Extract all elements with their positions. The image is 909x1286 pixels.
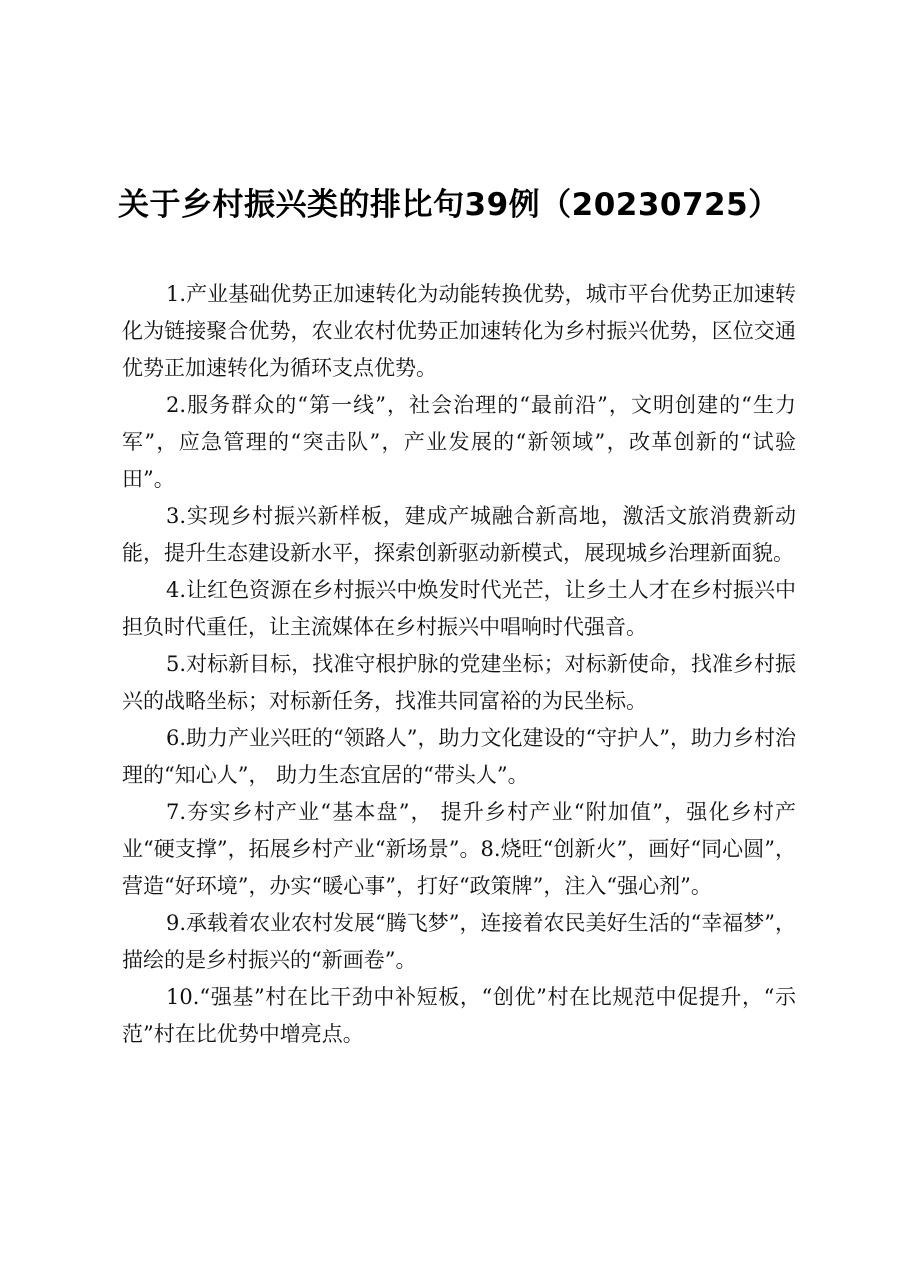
- paragraph-7: 7.夯实乡村产业“基本盘”， 提升乡村产业“附加值”，强化乡村产业“硬支撑”，拓展乡村产业“新场景”。8.烧旺“创新火”，画好“同心圆”，营造“好环境”，办实“暖心事”，打好“政策牌”，注入“强心剂”。: [122, 800, 796, 898]
- paragraph-6: 6.助力产业兴旺的“领路人”，助力文化建设的“守护人”，助力乡村治理的“知心人”， 助力生态宜居的“带头人”。: [122, 726, 796, 787]
- paragraph-5: 5.对标新目标，找准守根护脉的党建坐标；对标新使命，找准乡村振兴的战略坐标；对标新任务，找准共同富裕的为民坐标。: [122, 652, 796, 713]
- paragraph-2: 2.服务群众的“第一线”，社会治理的“最前沿”，文明创建的“生力军”，应急管理的“突击队”，产业发展的“新领域”，改革创新的“试验田”。: [122, 393, 796, 491]
- document-title: 关于乡村振兴类的排比句39例（20230725）: [118, 187, 780, 223]
- paragraph-4: 4.让红色资源在乡村振兴中焕发时代光芒，让乡土人才在乡村振兴中担负时代重任，让主流媒体在乡村振兴中唱响时代强音。: [122, 578, 796, 639]
- document-body: [122, 276, 796, 1053]
- paragraph-3: 3.实现乡村振兴新样板，建成产城融合新高地，激活文旅消费新动能，提升生态建设新水平，探索创新驱动新模式，展现城乡治理新面貌。: [122, 504, 796, 565]
- paragraph-10: 10.“强基”村在比干劲中补短板，“创优”村在比规范中促提升，“示范”村在比优势中增亮点。: [122, 985, 796, 1046]
- paragraph-1: 1.产业基础优势正加速转化为动能转换优势，城市平台优势正加速转化为链接聚合优势，农业农村优势正加速转化为乡村振兴优势，区位交通优势正加速转化为循环支点优势。: [122, 282, 796, 380]
- paragraph-9: 9.承载着农业农村发展“腾飞梦”，连接着农民美好生活的“幸福梦”，描绘的是乡村振兴的“新画卷”。: [122, 911, 796, 972]
